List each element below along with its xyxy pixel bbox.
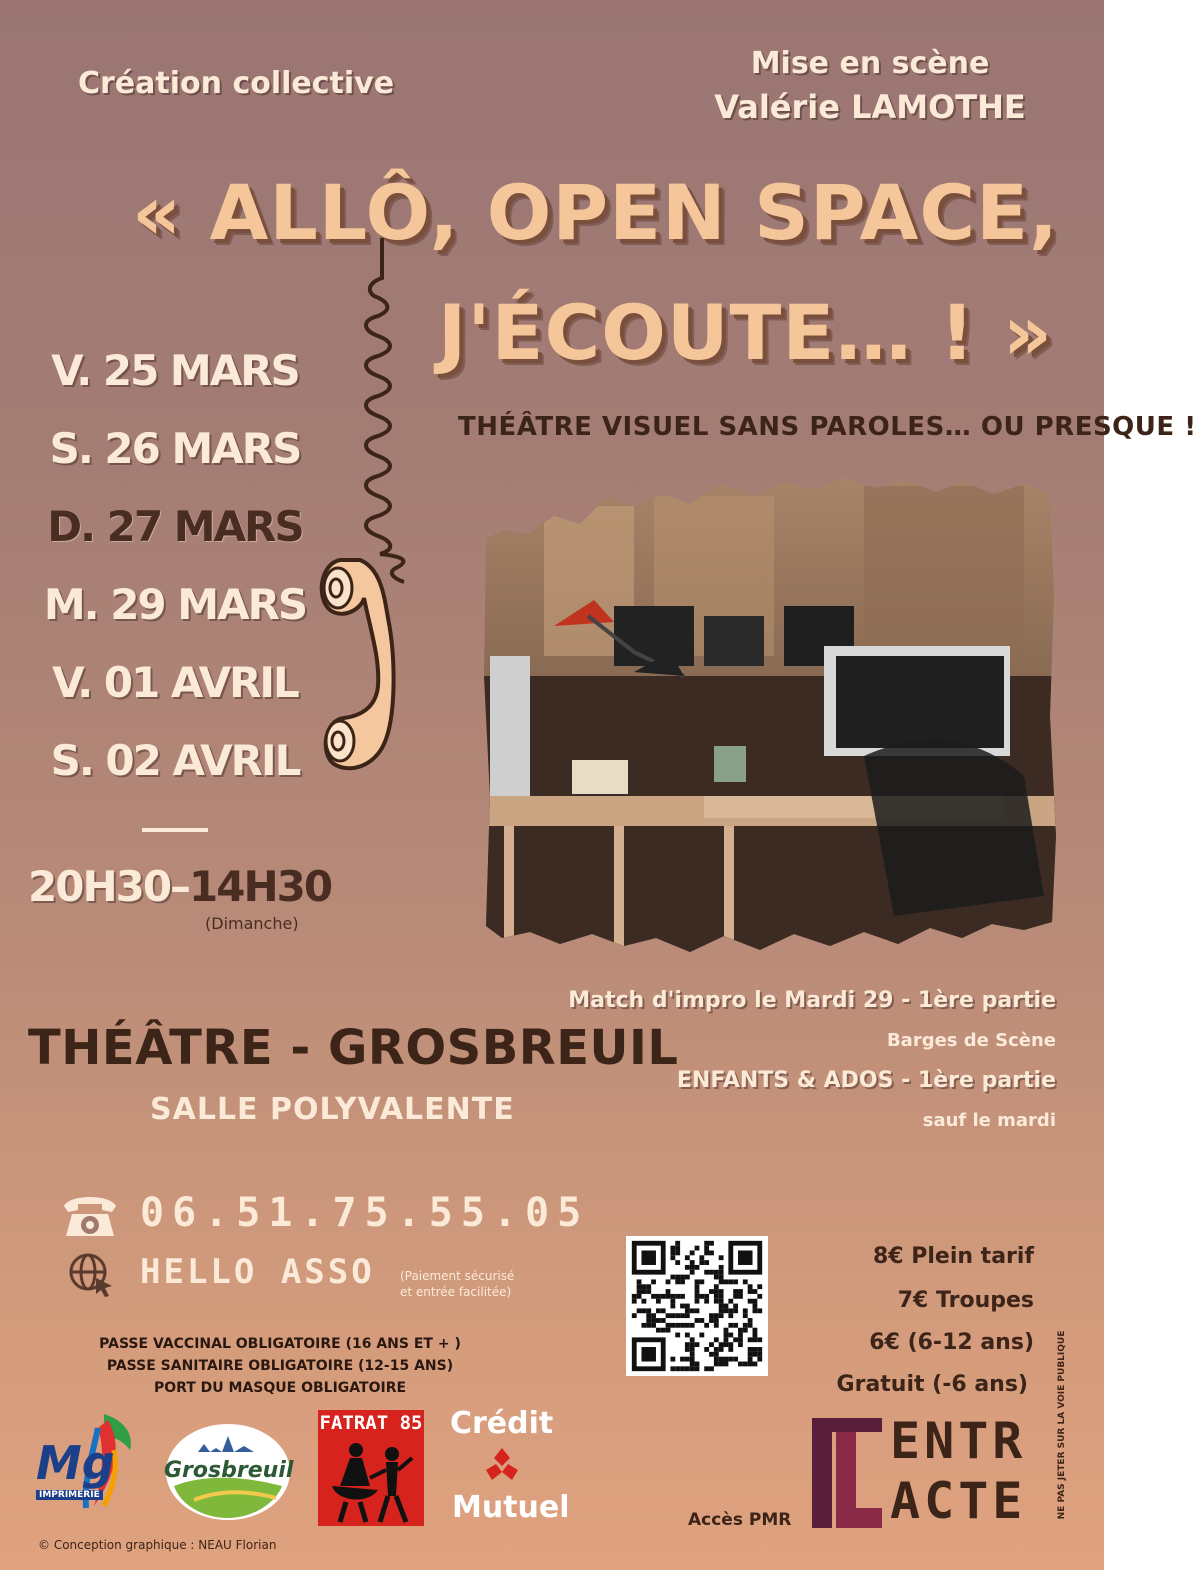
venue-hall: SALLE POLYVALENTE bbox=[150, 1092, 515, 1127]
logo-mg-imprimerie bbox=[34, 1410, 146, 1510]
time-sunday: 14H30 bbox=[189, 862, 332, 911]
time-row bbox=[28, 862, 331, 911]
time-dash: – bbox=[170, 862, 190, 911]
venue-name: THÉÂTRE - GROSBREUIL bbox=[28, 1020, 679, 1076]
date-2: S. 26 MARS bbox=[49, 424, 301, 473]
date-3: D. 27 MARS bbox=[47, 502, 303, 551]
design-credit: © Conception graphique : NEAU Florian bbox=[38, 1538, 277, 1552]
booking-note bbox=[400, 1268, 514, 1300]
booking-note-line-1: (Paiement sécurisé bbox=[400, 1269, 515, 1283]
health-rule-3: PORT DU MASQUE OBLIGATOIRE bbox=[153, 1380, 407, 1396]
date-4: M. 29 MARS bbox=[43, 580, 307, 629]
logo-credit-mutuel bbox=[444, 1404, 570, 1530]
time-sunday-note: (Dimanche) bbox=[205, 914, 299, 933]
date-6: S. 02 AVRIL bbox=[50, 736, 300, 785]
subtitle: THÉÂTRE VISUEL SANS PAROLES… OU PRESQUE ! bbox=[458, 412, 1197, 442]
health-rule-1: PASSE VACCINAL OBLIGATOIRE (16 ANS ET + ) bbox=[99, 1336, 461, 1352]
logo-fatrat-text: FATRAT 85 bbox=[319, 1412, 423, 1434]
director-label: Mise en scène bbox=[750, 46, 990, 81]
impro-line: Match d'impro le Mardi 29 - 1ère partie bbox=[568, 988, 1056, 1013]
logo-grosbreuil-text: Grosbreuil bbox=[164, 1458, 294, 1483]
director-name: Valérie LAMOTHE bbox=[714, 88, 1026, 126]
logo-entracte-text-1: ENTR bbox=[890, 1412, 1027, 1470]
kids-note: sauf le mardi bbox=[922, 1110, 1056, 1131]
credit-collective: Création collective bbox=[78, 66, 395, 101]
date-5: V. 01 AVRIL bbox=[52, 658, 298, 707]
title-line-1: « ALLÔ, OPEN SPACE, bbox=[132, 168, 1059, 257]
time-evening: 20H30 bbox=[28, 862, 171, 911]
price-children: 6€ (6-12 ans) bbox=[869, 1330, 1034, 1355]
logo-mg-sub: IMPRIMERIE bbox=[36, 1490, 103, 1500]
impro-troupe: Barges de Scène bbox=[886, 1030, 1056, 1051]
price-free: Gratuit (-6 ans) bbox=[836, 1372, 1028, 1397]
phone-number[interactable]: 06.51.75.55.05 bbox=[140, 1190, 590, 1236]
office-photo bbox=[484, 476, 1056, 958]
price-full: 8€ Plein tarif bbox=[872, 1244, 1034, 1269]
no-litter-notice bbox=[1052, 1330, 1074, 1530]
price-troupes: 7€ Troupes bbox=[897, 1288, 1034, 1313]
qr-code[interactable] bbox=[626, 1236, 768, 1376]
health-rule-2: PASSE SANITAIRE OBLIGATOIRE (12-15 ANS) bbox=[106, 1358, 454, 1374]
access-pmr: Accès PMR bbox=[688, 1510, 792, 1530]
logo-mg-text: Mg bbox=[36, 1436, 115, 1490]
globe-cursor-icon bbox=[68, 1252, 116, 1298]
kids-line: ENFANTS & ADOS - 1ère partie bbox=[676, 1068, 1056, 1093]
no-litter-text: NE PAS JETER SUR LA VOIE PUBLIQUE bbox=[1057, 1330, 1067, 1520]
dancers-icon bbox=[326, 1440, 416, 1524]
date-1: V. 25 MARS bbox=[51, 346, 299, 395]
booking-note-line-2: et entrée facilitée) bbox=[400, 1285, 512, 1299]
telephone-handset-icon bbox=[300, 238, 440, 798]
logo-grosbreuil bbox=[164, 1422, 292, 1522]
title-line-2: J'ÉCOUTE… ! » bbox=[438, 288, 1053, 377]
credit-mutuel-emblem-icon bbox=[482, 1446, 522, 1486]
logo-entracte-text-2: ACTE bbox=[890, 1472, 1027, 1530]
logo-credit-text-2: Mutuel bbox=[452, 1490, 570, 1525]
rotary-phone-icon bbox=[62, 1192, 118, 1240]
booking-site[interactable]: HELLO ASSO bbox=[140, 1252, 375, 1292]
logo-credit-text-1: Crédit bbox=[450, 1406, 554, 1441]
logo-fatrat-85 bbox=[318, 1410, 424, 1526]
logo-entracte bbox=[806, 1412, 1046, 1532]
dates-separator bbox=[142, 828, 208, 832]
